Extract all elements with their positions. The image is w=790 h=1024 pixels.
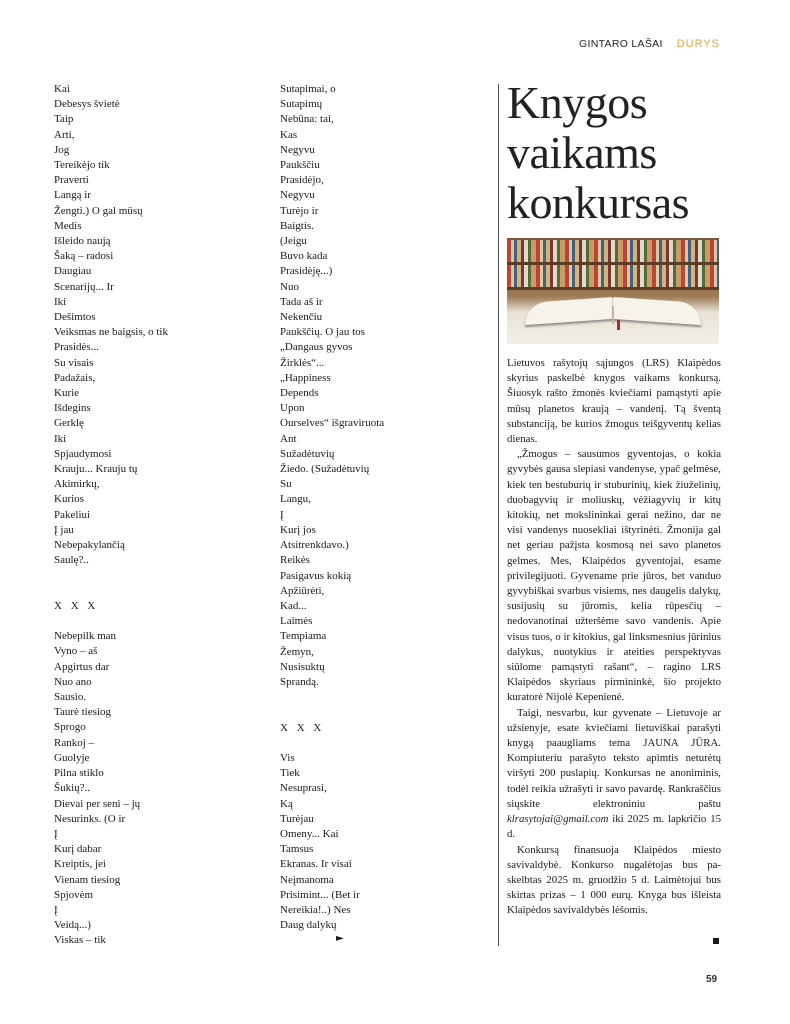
poem-line: Vis xyxy=(280,751,295,764)
poem-line: Viskas – tik xyxy=(54,934,106,947)
poem-line: Išleido naują xyxy=(54,235,111,248)
poem-line: Spjaudymosi xyxy=(54,447,112,460)
poem-line: Į xyxy=(54,827,58,840)
poem-line: Šukių?.. xyxy=(54,782,91,795)
poem-line: Taurė tiesiog xyxy=(54,706,111,719)
poem-line: Kurie xyxy=(54,387,80,400)
poem-line: Padažais, xyxy=(54,371,96,384)
poem-line: Ant xyxy=(280,432,297,445)
poem-line: Akimirkų, xyxy=(54,478,100,491)
poem-line: Nebepilk man xyxy=(54,630,117,643)
stanza-gap xyxy=(280,736,470,751)
poem-line: Prasidės... xyxy=(54,341,99,354)
poem-line: Dešimtos xyxy=(54,311,96,324)
article-paragraph: Konkursą finansuoja Klaipėdos miesto savivaldybė. Konkurso nugalėtojas bus paskelbtas 2025 m. gruodžio 5 d. Laimėtojui bus skirtas prizas – 1 000 eurų. Knyga bus išleista Klaipėdos savivaldybės lėšomis. xyxy=(507,843,721,917)
poem-line: Į jau xyxy=(54,523,74,536)
poem-line: Daug dalykų xyxy=(280,919,337,932)
poem-line: Ką xyxy=(280,797,293,810)
paragraph-text: iki 2025 m. lapkričio 15 d. xyxy=(507,813,721,841)
poem-line: Veidą...) xyxy=(54,919,91,932)
poem-line: Sausio. xyxy=(54,691,87,704)
poem-line: Nebūna: tai, xyxy=(280,113,334,126)
poem-column-2 xyxy=(280,82,470,933)
stanza-gap xyxy=(54,614,254,629)
poem-line: Daugiau xyxy=(54,265,92,278)
poem-line: Depends xyxy=(280,387,319,400)
title-line: Knygos xyxy=(507,77,648,128)
poem-line: Paukščiu xyxy=(280,159,320,172)
poem-line: Su visais xyxy=(54,356,94,369)
poem-line: Sprandą. xyxy=(280,675,319,688)
poem-line: Taip xyxy=(54,113,74,126)
poem-line: Pasigavus kokią xyxy=(280,569,352,582)
poem-line: Išdegins xyxy=(54,402,91,415)
article-title xyxy=(507,78,721,228)
poem-line: Žemyn, xyxy=(280,645,314,658)
poem-line: Žirklės“... xyxy=(280,356,325,369)
poem-line: Apgirtus dar xyxy=(54,660,110,673)
poem-line: Nereikia!..) Nes xyxy=(280,903,351,916)
poem-line: Tempiama xyxy=(280,630,327,643)
poem-line: Guolyje xyxy=(54,751,90,764)
poem-column-1 xyxy=(54,82,254,949)
article-paragraph: Lietuvos rašytojų sąjungos (LRS) Klaipėdos skyrius paskelbė knygos vaikams konkursą. Šiuosyk rašto žmonės kviečiami pamąstyti apie mūsų planetos kraują – vandenį. Tą šventą substanciją, be kurios žmogus teišgyventų kelias dienas. xyxy=(507,357,721,446)
poem-line: Su xyxy=(280,478,292,491)
poem-line: Kreiptis, jei xyxy=(54,858,106,871)
poem-line: Spjovėm xyxy=(54,888,94,901)
open-book-library-photo xyxy=(507,238,719,344)
poem-line: Vyno – aš xyxy=(54,645,98,658)
poem-line: Tada aš ir xyxy=(280,295,323,308)
poem-line: Krauju... Krauju tų xyxy=(54,463,138,476)
poem-line: Scenarijų... Ir xyxy=(54,280,114,293)
stanza-gap xyxy=(54,584,254,599)
paragraph-text: Taigi, nesvarbu, kur gyvenate – Lietuvoje ar užsienyje, esate kviečiami lietuviškai parašyti knygą paaugliams tema JAUNA JŪRA. Kompiuteriu parašyto teksto apimtis neturėtų viršyti 200 puslapių. Konkursas ne anoniminis, todėl reikia užrašyti ir savo pavardę. Rankraščius siųskite elektroniniu paštu xyxy=(507,706,721,810)
poem-line: Kurį dabar xyxy=(54,843,102,856)
poem-line: Veiksmas ne baigsis, o tik xyxy=(54,326,168,339)
poem-line: Saulę?.. xyxy=(54,554,89,567)
running-header xyxy=(579,38,720,50)
poem-line: Prasidėjo, xyxy=(280,174,324,187)
poem-line: Kad... xyxy=(280,599,307,612)
poem-line: Apžiūrėti, xyxy=(280,584,325,597)
poem-line: Tiek xyxy=(280,767,300,780)
poem-line: „Dangaus gyvos xyxy=(280,341,353,354)
poem-line: (Jeigu xyxy=(280,235,307,248)
header-author: GINTARO LAŠAI xyxy=(579,38,663,50)
poem-line: Kai xyxy=(54,83,70,95)
poem-line: Nusisuktų xyxy=(280,660,325,673)
poem-line: Jog xyxy=(54,143,70,156)
section-separator: X X X xyxy=(280,721,325,734)
poem-line: Nuo xyxy=(280,280,299,293)
poem-line: Reikės xyxy=(280,554,310,567)
poem-line: Negyvu xyxy=(280,189,315,202)
poem-line: Iki xyxy=(54,295,67,308)
poem-line: Sutapimai, o xyxy=(280,83,336,95)
poem-line: Turėjau xyxy=(280,812,314,825)
poem-line: Neįmanoma xyxy=(280,873,334,886)
poem-line: Žiedo. (Sužadėtuvių xyxy=(280,463,370,476)
poem-line: Langu, xyxy=(280,493,311,506)
poem-line: Negyvu xyxy=(280,143,315,156)
poem-line: Rankoj – xyxy=(54,736,95,749)
poem-line: Vienam tiesiog xyxy=(54,873,121,886)
continue-arrow-icon: ► xyxy=(336,933,344,944)
article-paragraph xyxy=(507,706,721,843)
poem-line: Langą ir xyxy=(54,189,91,202)
email-link[interactable]: klrasytojai@gmail.com xyxy=(507,813,609,826)
poem-line: Šaką – radosi xyxy=(54,250,114,263)
stanza-gap xyxy=(54,569,254,584)
poem-line: Sutapimų xyxy=(280,98,323,111)
poem-line: Dievai per seni – jų xyxy=(54,797,141,810)
poem-line: Laimės xyxy=(280,615,313,628)
poem-line: Prisimint... (Bet ir xyxy=(280,888,360,901)
stanza-gap xyxy=(280,690,470,705)
poem-line: Upon xyxy=(280,402,305,415)
poem-line: Žengti.) O gal mūsų xyxy=(54,204,143,217)
poem-line: Paukščių. O jau tos xyxy=(280,326,365,339)
poem-line: Iki xyxy=(54,432,67,445)
poem-line: „Happiness xyxy=(280,371,331,384)
poem-line: Sužadėtuvių xyxy=(280,447,335,460)
poem-line: Kurios xyxy=(54,493,84,506)
end-of-article-mark xyxy=(713,938,719,944)
poem-line: Į xyxy=(54,903,58,916)
section-separator: X X X xyxy=(54,599,99,612)
poem-line: Gerklę xyxy=(54,417,84,430)
poem-line: Kas xyxy=(280,128,298,141)
poem-line: Baigtis. xyxy=(280,219,314,232)
page-number: 59 xyxy=(706,974,718,985)
poem-line: Pilna stiklo xyxy=(54,767,104,780)
poem-line: Nebepakylančią xyxy=(54,539,125,552)
poem-line: Prasidėję...) xyxy=(280,265,333,278)
poem-line: Nesuprasi, xyxy=(280,782,327,795)
header-section: DURYS xyxy=(676,38,720,50)
poem-line: Medis xyxy=(54,219,82,232)
poem-line: Atsitrenkdavo.) xyxy=(280,539,349,552)
article-body xyxy=(507,356,721,919)
poem-line: Nekenčiu xyxy=(280,311,323,324)
poem-line: Debesys švietė xyxy=(54,98,120,111)
poem-line: Pakeliui xyxy=(54,508,91,521)
poem-line: Tamsus xyxy=(280,843,314,856)
poem-line: Arti, xyxy=(54,128,75,141)
poem-line: Ekranas. Ir visai xyxy=(280,858,352,871)
poem-line: Buvo kada xyxy=(280,250,328,263)
open-book-icon xyxy=(525,296,701,326)
column-divider xyxy=(498,84,499,946)
poem-line: Tereikėjo tik xyxy=(54,159,110,172)
article xyxy=(507,78,721,919)
title-line: konkursas xyxy=(507,177,690,228)
poem-line: Omeny... Kai xyxy=(280,827,339,840)
poem-line: Nuo ano xyxy=(54,675,92,688)
poem-line: Sprogo xyxy=(54,721,86,734)
article-paragraph: „Žmogus – sausumos gyventojas, o kokia gyvybės gausa slepiasi vandenyse, ypač gelmėse, kiek ten bestuburių ir stuburinių, kiek žiuželinių, duobagyvių ir moliuskų, vėžiagyvių ir kitų kitokių, net mokslininkai gerai nežino, dar ne visi vandenys nuosekliai ištyrinėti. Žmonija gal net geriau pažįsta kosmosą nei savo planetos gelmes. Mes, Klaipėdos gyventojai, esame privilegijuoti. Gyvename prie jūros, bet vanduo gyvybiškai svarbus visiems, nes daugelis dalykų, susijusių su jūromis, kelia rūpesčių – nedovanotinai užteršėme savo vandenis. Apie visus tuos, o ir kitokius, gal linksmesnius jūrinius dalykus, nuotykius ir ateities perspektyvas siūlome pamąstyti rašant“, – ragino LRS Klaipėdos skyriaus pirmininkė, šio projekto kuratorė Nijolė Kepenienė. xyxy=(507,448,721,704)
poem-line: Ourselves“ išgraviruota xyxy=(280,417,385,430)
poem-line: Nesurinks. (O ir xyxy=(54,812,126,825)
stanza-gap xyxy=(280,705,470,720)
poem-line: Praverti xyxy=(54,174,89,187)
poem-line: Į xyxy=(280,508,284,521)
poem-line: Kurį jos xyxy=(280,523,316,536)
title-line: vaikams xyxy=(507,127,657,178)
poem-line: Turėjo ir xyxy=(280,204,319,217)
